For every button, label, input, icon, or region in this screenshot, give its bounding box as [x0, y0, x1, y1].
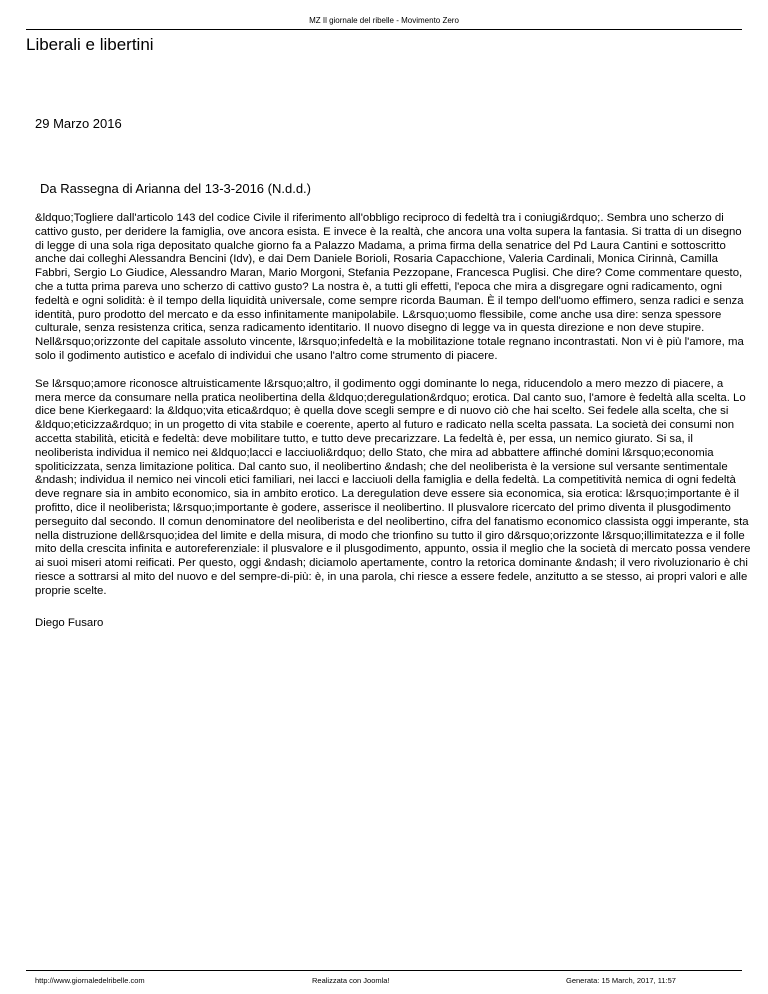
article-paragraph-2: Se l&rsquo;amore riconosce altruisticamente l&rsquo;altro, il godimento oggi dominante lo nega, riducendolo a mero mezzo di piacere, a mera merce da consumare nella pratica neolibertina della &ldquo;deregulation&rdquo; erotica. Dal canto suo, l'amore è fedeltà alla scelta. Lo dice bene Kierkegaard: la &ldquo;vita etica&rdquo; è quella dove scegli sempre e di nuovo ciò che hai scelto. Sei fedele alla scelta, che si &ldquo;eticizza&rdquo; in un progetto di vita stabile e coerente, aperto al futuro e radicato nella scelta passata. La società dei consumi non accetta stabilità, eticità e fedeltà: deve mobilitare tutto, e tutto deve precarizzare. La fedeltà è, per essa, un nemico giurato. Si sa, il neoliberista individua il nemico nei &ldquo;lacci e lacciuoli&rdquo; dello Stato, che mira ad abbattere affinché domini l&rsquo;economia spoliticizzata, senza limitazione politica. Dal canto suo, il neolibertino &ndash; che del neoliberista è la versione sul versante sentimentale &ndash; individua il nemico nei vincoli etici familiari, nei lacci e lacciuoli della famiglia e della fedeltà. La competitività nemica di ogni fedeltà deve regnare sia in ambito economico, sia in ambito erotico. La deregulation deve essere sia economica, sia erotica: l&rsquo;importante è il profitto, dice il neoliberista; l&rsquo;importante è godere, asserisce il neolibertino. Il plusvalore ricercato del primo diventa il plusgodimento perseguito dal secondo. Il comun denominatore del neoliberista e del neolibertino, cifra del fanatismo economico classista oggi imperante, sta nella distruzione dell&rsquo;idea del limite e della misura, di modo che trionfino su tutto il giro d&rsquo;orizzonte l&rsquo;illimitatezza e il folle mito della crescita infinita e autoreferenziale: il plusvalore e il plusgodimento, appunto, ossia il meglio che la società di mercato possa vendere ai suoi miseri atomi reificati. Per questo, oggi &ndash; diciamolo apertamente, contro la retorica dominante &ndash; il vero rivoluzionario è chi riesce a sottrarsi al mito del nuovo e del sempre-di-più: è, in una parola, chi riesce a essere fedele, anzitutto a se stesso, ai propri valori e alle proprie scelte.: [35, 377, 751, 597]
article-source: Da Rassegna di Arianna del 13-3-2016 (N.d.d.): [40, 181, 311, 196]
footer-credit: Realizzata con Joomla!: [312, 976, 390, 985]
article-author: Diego Fusaro: [35, 616, 104, 629]
site-header-title: MZ Il giornale del ribelle - Movimento Zero: [309, 16, 459, 25]
footer-site-url[interactable]: http://www.giornaledelribelle.com: [35, 976, 145, 985]
article-title: Liberali e libertini: [26, 35, 154, 54]
footer-generated-date: Generata: 15 March, 2017, 11:57: [566, 976, 676, 985]
header-divider: [26, 29, 742, 30]
footer-divider: [26, 970, 742, 971]
article-body: [35, 212, 751, 644]
article-paragraph-1: &ldquo;Togliere dall'articolo 143 del codice Civile il riferimento all'obbligo reciproco di fedeltà tra i coniugi&rdquo;. Sembra uno scherzo di cattivo gusto, per deridere la famiglia, ove ancora esista. E invece è la realtà, che ancora una volta supera la fantasia. Si tratta di un disegno di legge di una sola riga depositato qualche giorno fa a Palazzo Madama, a prima firma della senatrice del Pd Laura Cantini e sottoscritto anche dai colleghi Alessandra Bencini (Idv), e dai Dem Daniele Borioli, Rosaria Capacchione, Valeria Cardinali, Monica Cirinnà, Camilla Fabbri, Sergio Lo Giudice, Alessandro Maran, Mario Morgoni, Stefania Pezzopane, Francesca Puglisi. Che dire? Come commentare questo, che a tutta prima pareva uno scherzo di cattivo gusto? La nostra è, a tutti gli effetti, l'epoca che mira a disgregare ogni radicamento, ogni fedeltà e ogni solidità: è il tempo della liquidità universale, come sempre ricorda Bauman. È il tempo dell'uomo effimero, senza radici e senza identità, puro prodotto del mercato e da esso infinitamente manipolabile. L&rsquo;uomo flessibile, come anche usa dire: senza spessore culturale, senza resistenza critica, senza radicamento identitario. Il nuovo disegno di legge va in questa direzione e non deve stupire. Nell&rsquo;orizzonte del capitale assoluto vincente, l&rsquo;infedeltà e la mobilitazione totale regnano incontrastati. Non vi è più l'amore, ma solo il godimento autistico e acefalo di individui che usano l'altro come strumento di piacere.: [35, 212, 744, 362]
article-date: 29 Marzo 2016: [35, 116, 122, 131]
